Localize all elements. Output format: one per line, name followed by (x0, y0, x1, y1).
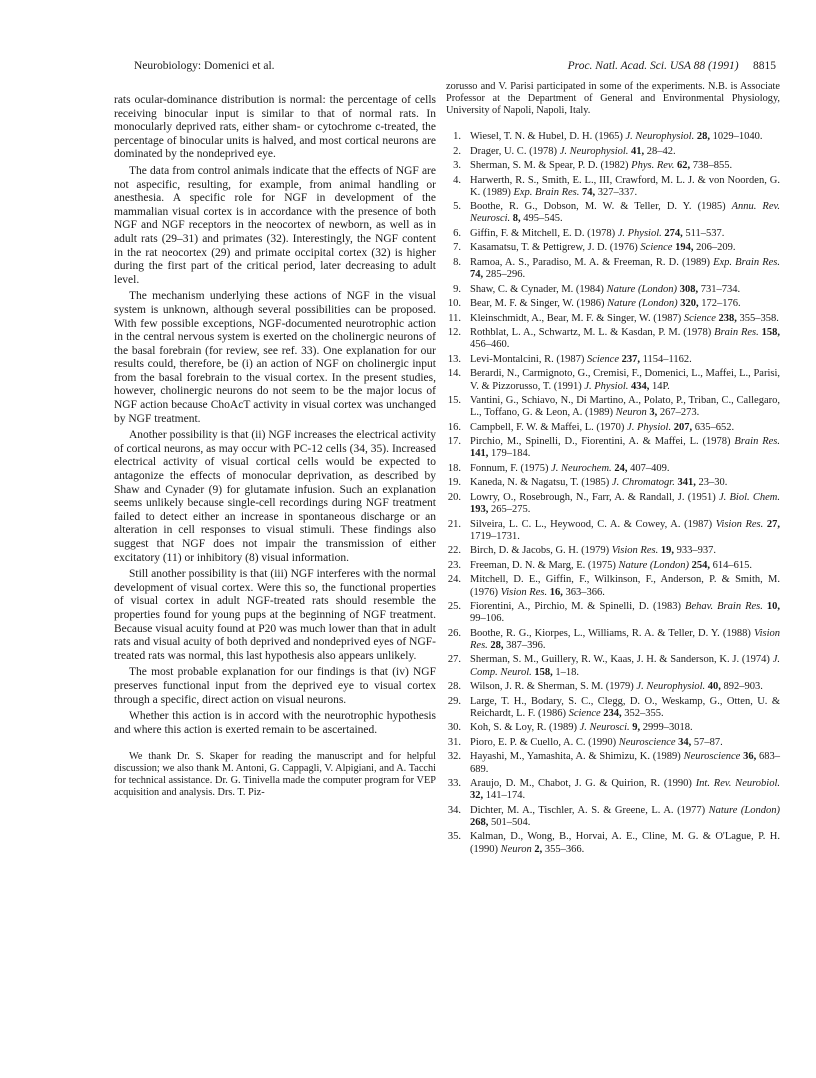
reference-authors: Fiorentini, A., Pirchio, M. & Spinelli, D. (1983) (470, 601, 682, 613)
reference-journal: Vision Res. (715, 518, 764, 530)
reference-number: 9. (453, 283, 461, 295)
reference-volume: 74, (470, 269, 484, 281)
reference-number: 12. (447, 327, 461, 339)
reference-number: 26. (447, 627, 461, 639)
reference-journal: Neuron (500, 843, 532, 855)
reference-journal: J. Neurochem. (551, 462, 612, 474)
reference-item (446, 545, 780, 557)
reference-journal: Brain Res. (714, 327, 759, 339)
reference-number: 20. (447, 491, 461, 503)
reference-volume: 2, (534, 843, 543, 855)
reference-authors: Araujo, D. M., Chabot, J. G. & Quirion, R. (1990) (470, 778, 692, 790)
reference-authors: Boothe, R. G., Kiorpes, L., Williams, R. A. & Teller, D. Y. (1988) (470, 627, 751, 639)
reference-number: 6. (453, 227, 461, 239)
reference-journal: Nature (London) (618, 559, 690, 571)
reference-pages: 141–174. (485, 790, 526, 802)
running-head: Neurobiology: Domenici et al. (134, 60, 275, 72)
reference-pages: 933–937. (676, 545, 716, 557)
reference-item (446, 298, 780, 310)
reference-volume: 10, (766, 601, 781, 613)
reference-volume: 268, (470, 816, 489, 828)
reference-journal: J. Biol. Chem. (718, 491, 780, 503)
reference-number: 31. (447, 736, 461, 748)
reference-pages: 731–734. (700, 283, 741, 295)
reference-volume: 27, (766, 518, 781, 530)
reference-number: 25. (447, 601, 461, 613)
reference-volume: 9, (632, 722, 641, 734)
page-number: 8815 (753, 60, 776, 72)
reference-volume: 16, (549, 586, 563, 598)
reference-volume: 434, (631, 380, 650, 392)
reference-pages: 2999–3018. (642, 722, 693, 734)
body-paragraph: Another possibility is that (ii) NGF increases the electrical activity of cortical neurons, as may occur with PC-12 cells (34, 35). Increased electrical activity of visual cortical cells would be expected to antagonize the effects of monocular deprivation, as described by Shaw and Cynader (9) for glutamate infusion. Such an explanation seems unlikely because single-cell recordings during NGF treatment failed to detect either an increase in spontaneous discharge or an alteration in cell responses to visual stimuli. These findings also suggest that NGF does not impair the transmission of either excitatory (11) or inhibitory (8) visual information. (114, 429, 436, 564)
reference-item (446, 242, 780, 254)
reference-authors: Sherman, S. M., Guillery, R. W., Kaas, J. H. & Sanderson, K. J. (1974) (470, 654, 770, 666)
reference-item (446, 463, 780, 475)
reference-number: 15. (447, 395, 461, 407)
reference-authors: Rothblat, L. A., Schwartz, M. L. & Kasdan, P. M. (1978) (470, 327, 712, 339)
reference-volume: 158, (761, 327, 781, 339)
reference-authors: Lowry, O., Rosebrough, N., Farr, A. & Randall, J. (1951) (470, 491, 716, 503)
reference-authors: Sherman, S. M. & Spear, P. D. (1982) (470, 160, 629, 171)
reference-volume: 234, (603, 707, 622, 719)
reference-journal: Nature (London) (607, 298, 678, 310)
reference-authors: Pirchio, M., Spinelli, D., Fiorentini, A. & Maffei, L. (1978) (470, 436, 731, 448)
reference-pages: 614–615. (712, 559, 753, 571)
reference-number: 18. (447, 462, 461, 474)
reference-authors: Kleinschmidt, A., Bear, M. F. & Singer, W. (1987) (470, 312, 682, 324)
reference-volume: 254, (691, 559, 711, 571)
reference-journal: Vision Res. (611, 545, 659, 557)
reference-authors: Levi-Montalcini, R. (1987) (470, 353, 585, 365)
reference-volume: 74, (581, 186, 596, 198)
reference-pages: 456–460. (470, 339, 510, 351)
reference-volume: 207, (673, 421, 693, 433)
reference-journal: J. Neurosci. (579, 722, 630, 734)
reference-pages: 355–366. (544, 843, 585, 855)
reference-volume: 32, (470, 790, 484, 802)
reference-journal: Nature (London) (606, 283, 678, 295)
reference-item (446, 737, 780, 749)
reference-item (446, 257, 780, 281)
acknowledgment: We thank Dr. S. Skaper for reading the manuscript and for helpful discussion; we also thank M. Antoni, G. Cappagli, V. Alpigiani, and A. Tacchi for technical assistance. Dr. G. Tinivella made the computer program for VEP acquisition and analysis. Drs. T. Piz- (114, 751, 436, 799)
reference-volume: 28, (490, 639, 504, 651)
reference-list (446, 131, 780, 856)
reference-authors: Hayashi, M., Yamashita, A. & Shimizu, K. (1989) (470, 751, 681, 763)
reference-number: 35. (447, 831, 461, 843)
reference-item (446, 601, 780, 625)
reference-pages: 501–504. (491, 816, 531, 828)
reference-item (446, 681, 780, 693)
reference-journal: Nature (London) (708, 804, 780, 816)
reference-item (446, 313, 780, 325)
body-paragraph: The mechanism underlying these actions of NGF in the visual system is unknown, although several possibilities can be proposed. With few possible exceptions, NGF-documented neurotrophic action in the central nervous system is exerted on the cholinergic neurons of the basal forebrain (for review, see ref. 33). One explanation for our results could, therefore, be (i) an action of NGF on cholinergic input from the basal forebrain to the visual cortex. In the present studies, however, cholinergic neurons do not seem to be the major locus of NGF action because ChoAcT activity in visual cortex was unchanged by NGF treatment. (114, 290, 436, 425)
reference-number: 8. (453, 256, 461, 268)
reference-item (446, 436, 780, 460)
reference-pages: 23–30. (698, 477, 728, 489)
reference-pages: 1029–1040. (712, 131, 763, 142)
reference-journal: Neuroscience (683, 751, 741, 763)
reference-item (446, 160, 780, 172)
reference-volume: 141, (470, 448, 489, 460)
reference-authors: Silveira, L. C. L., Heywood, C. A. & Cowey, A. (1987) (470, 518, 713, 530)
reference-authors: Campbell, F. W. & Maffei, L. (1970) (470, 421, 625, 433)
reference-pages: 1719–1731. (470, 530, 520, 542)
reference-authors: Koh, S. & Loy, R. (1989) (470, 722, 577, 734)
reference-volume: 194, (675, 242, 694, 254)
reference-journal: Brain Res. (734, 436, 781, 448)
reference-item (446, 805, 780, 829)
reference-journal: J. Neurophysiol. (636, 681, 706, 693)
reference-item (446, 395, 780, 419)
reference-item (446, 492, 780, 516)
reference-volume: 36, (743, 751, 757, 763)
reference-pages: 407–409. (630, 462, 670, 474)
reference-pages: 206–209. (696, 242, 736, 254)
reference-volume: 62, (677, 160, 691, 171)
reference-item (446, 628, 780, 652)
reference-authors: Wilson, J. R. & Sherman, S. M. (1979) (470, 681, 634, 693)
reference-authors: Shaw, C. & Cynader, M. (1984) (470, 283, 604, 295)
body-paragraph: rats ocular-dominance distribution is normal: the percentage of cells receiving binocular input is similar to that of normal rats. In monocularly deprived rats, either sham- or cytochrome c-treated, the percentage of binocular units is halved, and most cortical neurons are dominated by the nondeprived eye. (114, 94, 436, 161)
body-paragraph: The most probable explanation for our findings is that (iv) NGF preserves functional input from the deprived eye to visual cortex through a specific, direct action on visual neurons. (114, 666, 436, 706)
reference-number: 19. (447, 477, 461, 489)
reference-authors: Kalman, D., Wong, B., Horvai, A. E., Cline, M. G. & O'Lague, P. H. (1990) (470, 831, 780, 855)
reference-number: 16. (447, 421, 461, 433)
reference-journal: Behav. Brain Res. (685, 601, 763, 613)
reference-item (446, 751, 780, 775)
reference-item (446, 477, 780, 489)
reference-journal: J. Comp. Neurol. (470, 654, 780, 678)
journal-citation-header (568, 58, 776, 74)
reference-pages: 267–273. (659, 407, 700, 419)
reference-item (446, 284, 780, 296)
reference-authors: Mitchell, D. E., Giffin, F., Wilkinson, F., Anderson, P. & Smith, M. (1976) (470, 574, 780, 598)
reference-journal: Science (568, 707, 601, 719)
journal-name: Proc. Natl. Acad. Sci. USA 88 (1991) (567, 60, 739, 72)
reference-item (446, 175, 780, 199)
reference-pages: 683–689. (470, 751, 781, 775)
reference-journal: Science (586, 353, 619, 365)
reference-authors: Dichter, M. A., Tischler, A. S. & Greene, L. A. (1977) (470, 804, 706, 816)
reference-authors: Bear, M. F. & Singer, W. (1986) (470, 298, 605, 310)
reference-item (446, 327, 780, 351)
reference-number: 13. (447, 353, 461, 365)
reference-number: 29. (447, 695, 461, 707)
reference-pages: 57–87. (693, 736, 723, 748)
reference-pages: 1154–1162. (642, 353, 692, 365)
reference-item (446, 560, 780, 572)
reference-number: 33. (447, 778, 461, 790)
reference-journal: Neuroscience (618, 736, 676, 748)
reference-number: 34. (447, 804, 461, 816)
reference-authors: Ramoa, A. S., Paradiso, M. A. & Freeman, R. D. (1989) (470, 256, 710, 268)
reference-volume: 341, (677, 477, 696, 489)
reference-journal: Exp. Brain Res. (713, 256, 780, 268)
reference-journal: J. Neurophysiol. (559, 145, 629, 157)
reference-number: 30. (447, 722, 461, 734)
reference-journal: Int. Rev. Neurobiol. (695, 778, 781, 790)
reference-volume: 3, (649, 407, 658, 419)
reference-volume: 24, (614, 462, 628, 474)
reference-journal: Vision Res. (500, 586, 548, 598)
reference-pages: 363–366. (565, 586, 605, 598)
reference-pages: 14P. (652, 380, 670, 392)
reference-pages: 265–275. (491, 504, 531, 516)
reference-volume: 41, (631, 145, 645, 157)
reference-volume: 193, (470, 504, 489, 516)
reference-number: 24. (447, 574, 461, 586)
reference-number: 1. (453, 131, 461, 142)
reference-item (446, 146, 780, 158)
reference-pages: 28–42. (646, 145, 676, 157)
reference-authors: Giffin, F. & Mitchell, E. D. (1978) (470, 227, 616, 239)
reference-pages: 1–18. (555, 666, 579, 678)
reference-number: 28. (447, 681, 461, 693)
reference-authors: Drager, U. C. (1978) (470, 145, 558, 157)
reference-item (446, 654, 780, 678)
reference-journal: Science (683, 312, 716, 324)
reference-volume: 308, (679, 283, 699, 295)
body-paragraph: Still another possibility is that (iii) NGF interferes with the normal development of visual cortex. Were this so, the functional properties of visual cortex in adult NGF-treated rats should resemble the properties found for young pups at the beginning of NGF treatment. Because visual acuity found at P20 was much lower than that in adult rats and visual acuity of both deprived and nondeprived eyes of NGF-treated rats was normal, this last hypothesis also appears unlikely. (114, 568, 436, 662)
reference-item (446, 696, 780, 720)
reference-journal: Neuron (615, 407, 647, 419)
reference-item (446, 778, 780, 802)
reference-authors: Berardi, N., Carmignoto, G., Cremisi, F., Domenici, L., Maffei, L., Parisi, V. & Pizzorusso, T. (1991) (470, 368, 780, 392)
reference-authors: Wiesel, T. N. & Hubel, D. H. (1965) (470, 131, 623, 142)
reference-pages: 892–903. (723, 681, 763, 693)
reference-number: 5. (453, 201, 461, 213)
reference-pages: 355–358. (739, 312, 779, 324)
reference-item (446, 722, 780, 734)
reference-authors: Pioro, E. P. & Cuello, A. C. (1990) (470, 736, 617, 748)
reference-authors: Vantini, G., Schiavo, N., Di Martino, A., Polato, P., Triban, C., Callegaro, L., Toffano, G. & Leon, A. (1989) (470, 395, 780, 419)
reference-journal: J. Neurophysiol. (625, 131, 695, 142)
reference-authors: Kasamatsu, T. & Pettigrew, J. D. (1976) (470, 242, 638, 254)
reference-journal: J. Chromatogr. (611, 477, 675, 489)
reference-item (446, 354, 780, 366)
reference-number: 17. (447, 436, 461, 448)
reference-item (446, 831, 780, 855)
reference-pages: 179–184. (491, 448, 531, 460)
reference-number: 4. (453, 174, 461, 186)
reference-number: 23. (447, 559, 461, 571)
reference-volume: 237, (621, 353, 640, 365)
reference-item (446, 574, 780, 598)
reference-number: 27. (447, 654, 461, 666)
reference-authors: Kaneda, N. & Nagatsu, T. (1985) (470, 477, 610, 489)
reference-number: 14. (447, 368, 461, 380)
reference-authors: Fonnum, F. (1975) (470, 462, 549, 474)
reference-volume: 238, (718, 312, 737, 324)
reference-pages: 352–355. (624, 707, 664, 719)
reference-authors: Boothe, R. G., Dobson, M. W. & Teller, D. Y. (1985) (470, 201, 726, 213)
reference-number: 21. (447, 518, 461, 530)
reference-authors: Freeman, D. N. & Marg, E. (1975) (470, 559, 616, 571)
reference-number: 10. (447, 298, 461, 310)
reference-pages: 327–337. (597, 186, 638, 198)
reference-pages: 738–855. (692, 160, 733, 171)
reference-pages: 635–652. (694, 421, 735, 433)
reference-pages: 285–296. (485, 269, 526, 281)
reference-journal: Phys. Rev. (631, 160, 675, 171)
reference-item (446, 519, 780, 543)
left-column (114, 94, 436, 799)
right-column (446, 81, 780, 858)
reference-pages: 172–176. (701, 298, 741, 310)
reference-journal: Exp. Brain Res. (513, 186, 580, 198)
reference-volume: 8, (512, 213, 521, 225)
reference-pages: 387–396. (506, 639, 546, 651)
reference-volume: 34, (678, 736, 692, 748)
reference-authors: Large, T. H., Bodary, S. C., Clegg, D. O., Weskamp, G., Otten, U. & Reichardt, L. F. (1986) (470, 695, 780, 719)
reference-journal: J. Physiol. (584, 380, 629, 392)
reference-pages: 99–106. (470, 613, 505, 625)
reference-journal: Vision Res. (470, 627, 781, 651)
reference-number: 32. (447, 751, 461, 763)
reference-item (446, 422, 780, 434)
reference-number: 11. (448, 312, 461, 324)
body-paragraph: Whether this action is in accord with the neurotrophic hypothesis and where this action is exerted remain to be ascertained. (114, 710, 436, 736)
reference-pages: 511–537. (685, 227, 725, 239)
body-paragraph: The data from control animals indicate that the effects of NGF are not aspecific, resulting, for example, from animal handling or anesthesia. A specific role for NGF in development of the mammalian visual cortex is in accordance with the presence of both NGF and NGF receptors in the neocortex of newborn, as well as in adult rats (29–31) and primates (32). Interestingly, the NGF content in the rat neocortex (29) and primate occipital cortex (32) is higher during the first part of the critical period, later decreasing to adult level. (114, 164, 436, 286)
reference-volume: 28, (696, 131, 710, 142)
reference-journal: J. Physiol. (627, 421, 672, 433)
reference-journal: Science (640, 242, 673, 254)
reference-authors: Birch, D. & Jacobs, G. H. (1979) (470, 545, 610, 557)
reference-number: 22. (447, 545, 461, 557)
reference-item (446, 368, 780, 392)
reference-authors: Harwerth, R. S., Smith, E. L., III, Crawford, M. L. J. & von Noorden, G. K. (1989) (470, 174, 780, 198)
reference-volume: 40, (707, 681, 721, 693)
reference-volume: 274, (664, 227, 683, 239)
page-header (40, 58, 776, 74)
reference-number: 3. (453, 160, 461, 171)
reference-journal: J. Physiol. (617, 227, 662, 239)
reference-number: 7. (453, 242, 461, 254)
reference-item (446, 228, 780, 240)
reference-volume: 19, (660, 545, 674, 557)
reference-journal: Annu. Rev. Neurosci. (470, 201, 781, 225)
reference-pages: 495–545. (523, 213, 563, 225)
reference-volume: 320, (680, 298, 699, 310)
reference-volume: 158, (534, 666, 553, 678)
reference-item (446, 201, 780, 225)
acknowledgment-continued: zorusso and V. Parisi participated in some of the experiments. N.B. is Associate Professor at the Department of General and Environmental Physiology, University of Napoli, Napoli, Italy. (446, 81, 780, 116)
reference-item (446, 131, 780, 143)
reference-number: 2. (453, 145, 461, 157)
